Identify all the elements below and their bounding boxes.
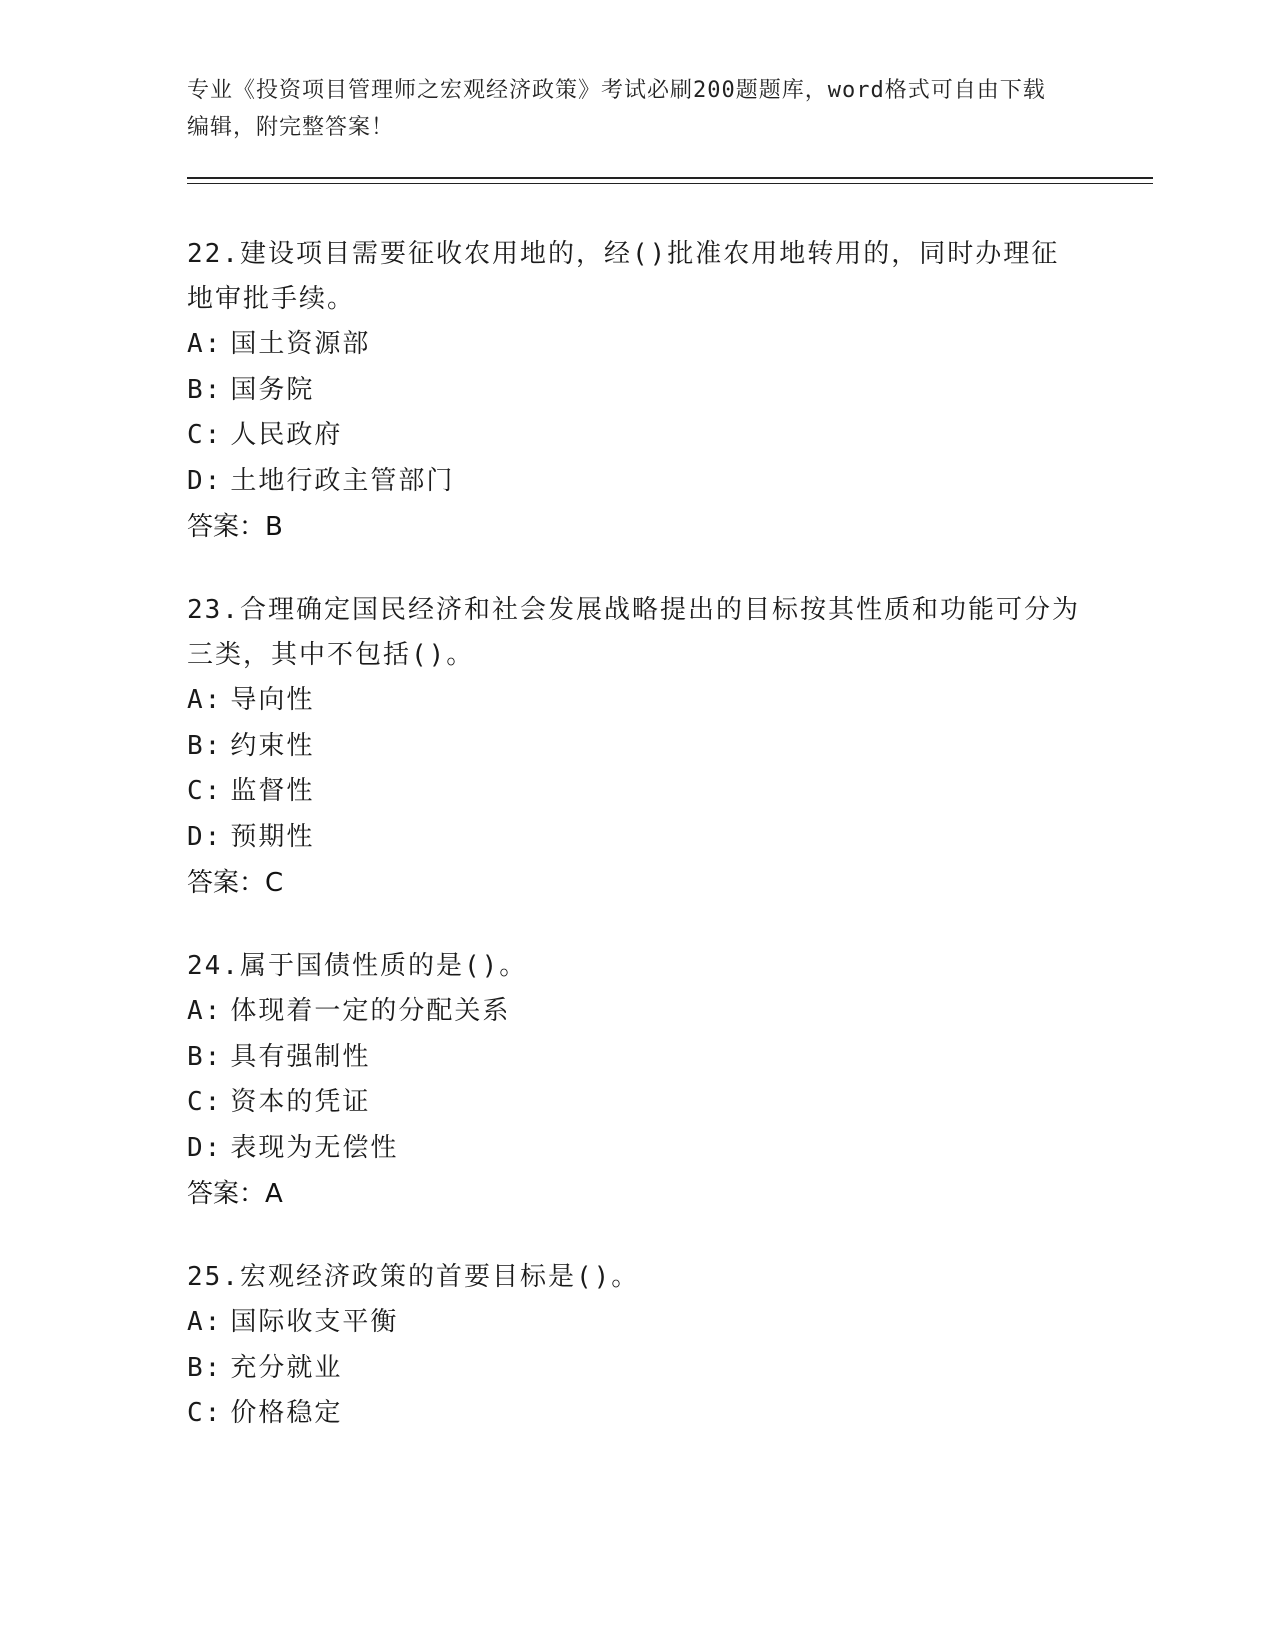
option-letter: A:	[187, 329, 223, 359]
option-letter: D:	[187, 1132, 223, 1163]
option-a	[187, 678, 1087, 724]
option-b	[187, 368, 1087, 414]
option-text: 体现着一定的分配关系	[230, 996, 511, 1026]
option-c	[187, 413, 1087, 459]
option-b	[187, 1346, 1087, 1392]
option-c	[187, 1391, 1087, 1437]
document-intro: 专业《投资项目管理师之宏观经济政策》考试必刷200题题库，word格式可自由下载编辑，附完整答案！	[187, 78, 1046, 140]
option-b	[187, 724, 1087, 770]
option-d	[187, 459, 1087, 505]
option-letter: A:	[187, 996, 223, 1026]
option-letter: B:	[187, 1041, 223, 1072]
header-rule-bottom	[187, 183, 1153, 184]
option-b	[187, 1035, 1087, 1081]
option-text: 人民政府	[230, 420, 343, 450]
option-d	[187, 1126, 1087, 1172]
option-text: 国务院	[230, 374, 315, 405]
option-letter: C:	[187, 776, 223, 806]
option-d	[187, 815, 1087, 861]
option-text: 导向性	[230, 685, 315, 715]
question-stem: 22.建设项目需要征收农用地的，经()批准农用地转用的，同时办理征地审批手续。	[187, 239, 1060, 314]
question-23	[187, 588, 1087, 906]
option-text: 资本的凭证	[230, 1087, 371, 1117]
option-text: 价格稳定	[230, 1398, 343, 1428]
option-letter: C:	[187, 1087, 223, 1117]
option-c	[187, 1080, 1087, 1126]
option-a	[187, 322, 1087, 368]
option-letter: B:	[187, 1352, 223, 1383]
option-letter: B:	[187, 730, 223, 761]
option-text: 充分就业	[230, 1352, 343, 1383]
question-stem: 23.合理确定国民经济和社会发展战略提出的目标按其性质和功能可分为三类，其中不包括()。	[187, 595, 1080, 670]
header-rule-top	[187, 177, 1153, 179]
answer-line: 答案：A	[187, 1179, 283, 1209]
option-text: 国际收支平衡	[230, 1307, 399, 1337]
answer-line: 答案：C	[187, 868, 284, 898]
question-22	[187, 232, 1087, 550]
option-letter: A:	[187, 1307, 223, 1337]
option-c	[187, 769, 1087, 815]
option-letter: C:	[187, 1398, 223, 1428]
question-stem: 24.属于国债性质的是()。	[187, 951, 528, 981]
option-letter: D:	[187, 465, 223, 496]
question-list	[187, 232, 1087, 1475]
option-text: 土地行政主管部门	[230, 465, 455, 496]
answer-line: 答案：B	[187, 512, 283, 542]
question-25	[187, 1255, 1087, 1437]
option-letter: D:	[187, 821, 223, 852]
option-letter: A:	[187, 685, 223, 715]
option-letter: C:	[187, 420, 223, 450]
option-text: 预期性	[230, 821, 315, 852]
option-letter: B:	[187, 374, 223, 405]
option-text: 表现为无偿性	[230, 1132, 399, 1163]
option-text: 具有强制性	[230, 1041, 371, 1072]
question-24	[187, 944, 1087, 1217]
question-stem: 25.宏观经济政策的首要目标是()。	[187, 1262, 640, 1292]
option-text: 国土资源部	[230, 329, 371, 359]
option-a	[187, 1300, 1087, 1346]
option-text: 监督性	[230, 776, 315, 806]
option-a	[187, 989, 1087, 1035]
option-text: 约束性	[230, 730, 315, 761]
